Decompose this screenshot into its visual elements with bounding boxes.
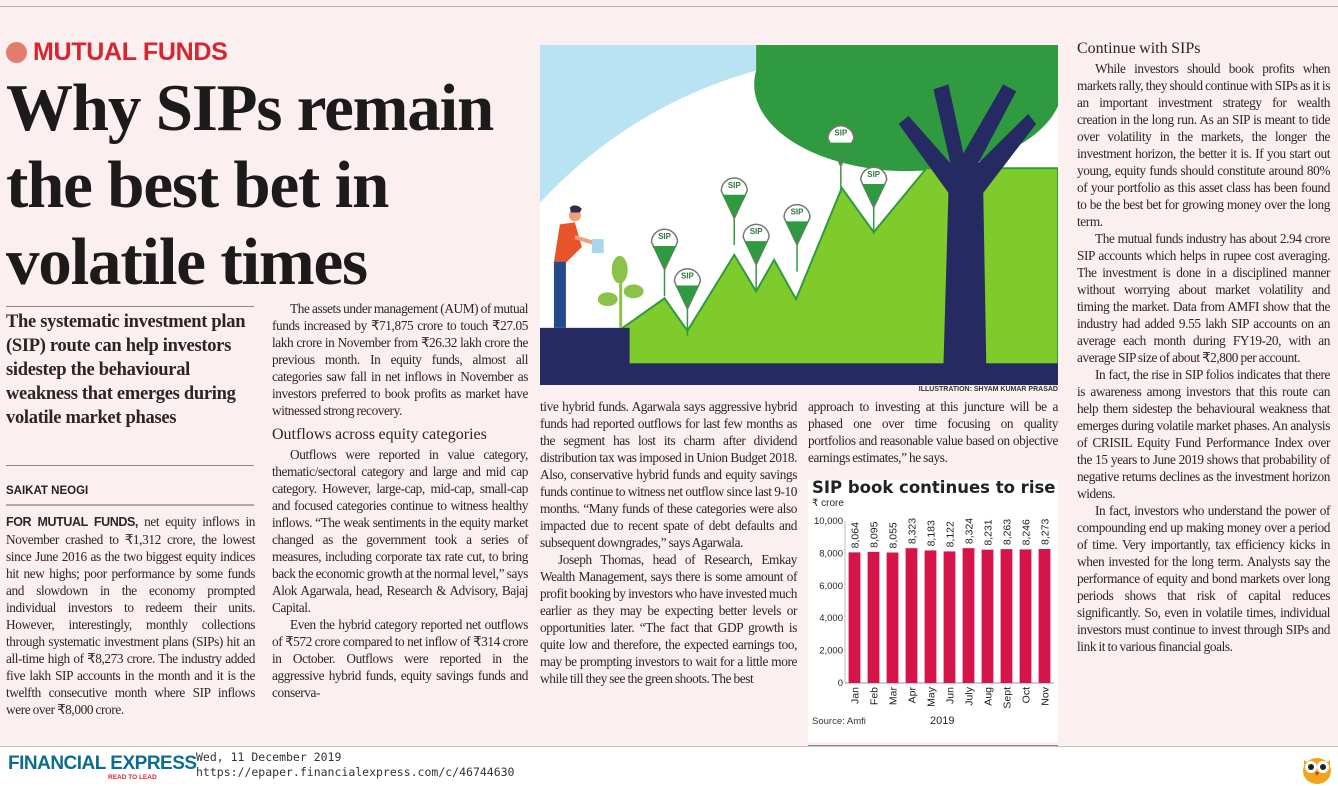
x-tick-label: Aug	[982, 687, 995, 706]
sip-pin-label: SIP	[834, 128, 848, 138]
subheading: Continue with SIPs	[1077, 40, 1201, 57]
paragraph: In fact, investors who understand the power of compounding end up making money over a period of time. Very importantly, tax efficiency kicks in when invested for the long term. Analysts say the performance of equity and bond markets over long periods shows that risk of capital reduces significantly. So, even in volatile times, individual investors must continue to invest through SIPs and link it to various financial goals.	[1077, 503, 1330, 654]
paragraph: Even the hybrid category reported net outflows of ₹572 crore compared to net inflow of ₹314 crore in October. Outflows were reported in the aggressive hybrid funds, equity savings funds and conserva-	[272, 617, 528, 700]
y-tick-label: 0	[837, 678, 843, 689]
bar-value-label: 8,122	[944, 521, 957, 548]
chart-source: Source: Amfi	[812, 716, 866, 727]
x-tick-label: May	[925, 687, 938, 707]
section-kicker	[6, 38, 228, 67]
x-tick-label: Oct	[1020, 687, 1033, 704]
bar	[925, 550, 937, 683]
deck: The systematic investment plan (SIP) route can help investors sidestep the behavioural weakness that emerges during volatile market phases	[6, 312, 246, 428]
bar-value-label: 8,095	[868, 521, 881, 548]
x-tick-label: Mar	[887, 687, 900, 706]
sip-pin-label: SIP	[681, 271, 694, 281]
lead-in: FOR MUTUAL FUNDS,	[6, 515, 138, 529]
sip-pin-label: SIP	[727, 180, 741, 190]
headline: Why SIPs remain the best bet in volatile times	[6, 71, 494, 299]
illustration-credit: ILLUSTRATION: SHYAM KUMAR PRASAD	[918, 386, 1058, 393]
paragraph: In fact, the rise in SIP folios indicates that there is awareness among investors that this route can help them sidestep the behavioural weakness that emerges during volatile market phases. An analysis of CRISIL Equity Fund Performance Index over the 15 years to June 2019 shows that probability of negative returns declines as the investment horizon widens.	[1077, 367, 1330, 501]
y-tick-label: 2,000	[819, 645, 843, 657]
sip-pin-label: SIP	[867, 170, 881, 180]
bar-value-label: 8,231	[982, 519, 995, 546]
byline: SAIKAT NEOGI	[6, 485, 89, 497]
bar-value-label: 8,055	[887, 522, 900, 549]
bar	[982, 550, 994, 683]
paragraph: The mutual funds industry has about 2.94 crore SIP accounts which helps in rupee cost averaging. The investment is done in a disciplined manner without worrying about market volatility and timing the market. Data from AMFI show that the industry had added 9.55 lakh SIP accounts on an average each month during FY19-20, with an average SIP size of about ₹2,800 per account.	[1077, 231, 1330, 365]
financial-express-logo[interactable]: FINANCIAL EXPRESS	[8, 753, 197, 774]
bar	[963, 548, 975, 683]
footer-meta	[196, 750, 515, 780]
bar	[906, 548, 918, 683]
chart-title: SIP book continues to rise	[812, 478, 1056, 497]
sip-illustration	[540, 45, 1058, 385]
byline-rule-top	[6, 465, 254, 466]
sip-pin-label: SIP	[790, 207, 804, 217]
subheading: Outflows across equity categories	[272, 426, 487, 443]
bar	[1039, 549, 1051, 683]
chart-unit-label: ₹ crore	[812, 498, 844, 509]
x-tick-label: Nov	[1039, 687, 1052, 706]
paragraph: While investors should book profits when markets rally, they should continue with SIPs as it is an important investment strategy for wealth creation in the long run. As an SIP is meant to tide over volatility in the markets, the longer the investment horizon, the better it is. If you start out young, equity funds should constitute around 80% of your portfolio as this asset class has been found to be the best bet for growing money over the long term.	[1077, 61, 1330, 229]
bar-value-label: 8,064	[849, 522, 862, 549]
sip-book-chart	[808, 480, 1058, 742]
sip-pin-label: SIP	[658, 232, 671, 242]
chart-plot	[808, 480, 1058, 742]
bar	[944, 551, 956, 683]
bar	[887, 553, 899, 683]
publication-date: Wed, 11 December 2019	[196, 750, 342, 764]
byline-rule	[6, 504, 254, 506]
bar	[1020, 549, 1032, 683]
bar-value-label: 8,263	[1001, 518, 1014, 546]
bullet-dot-icon	[6, 42, 27, 63]
kicker-text: MUTUAL FUNDS	[33, 38, 228, 66]
bar-value-label: 8,324	[963, 517, 976, 545]
epaper-url[interactable]: https://epaper.financialexpress.com/c/46744630	[196, 765, 515, 779]
x-tick-label: Jan	[849, 687, 862, 704]
column-1	[6, 513, 255, 718]
y-tick-label: 6,000	[819, 580, 843, 592]
paragraph: Outflows were reported in value category, thematic/sectoral category and large and mid cap category. However, large-cap, mid-cap, small-cap and focused categories continue to witness healthy inflows. “The weak sentiments in the equity market changed as the government took a series of measures, including corporate tax rate cut, to bring back the economic growth at the normal level,” says Alok Agarwala, head, Research & Advisory, Bajaj Capital.	[272, 447, 528, 615]
paragraph: Joseph Thomas, head of Research, Emkay Wealth Management, says there is some amount of profit booking by investors who have invested much earlier as they may be expecting better levels or opportunities later. “The fact that GDP growth is quite low and therefore, the expected earnings too, may be prompting investors to wait for a little more while till they see the green shoots. The best	[540, 552, 797, 686]
paragraph: tive hybrid funds. Agarwala says aggressive hybrid funds had reported outflows for last few months as the segment has lost its charm after dividend distribution tax was imposed in Union Budget 2018. Also, conservative hybrid funds and equity savings funds continue to witness net outflow since last 9-10 months. “Many funds of these categories were also impacted due to recent spate of debt defaults and subsequent downgrades,” says Agarwala.	[540, 399, 797, 550]
y-tick-label: 4,000	[819, 613, 843, 625]
footer	[0, 746, 1338, 786]
column-2	[272, 300, 528, 701]
bar	[849, 552, 861, 683]
x-tick-label: Sept	[1001, 687, 1014, 709]
column-3	[540, 398, 797, 687]
bar-value-label: 8,273	[1039, 518, 1052, 545]
top-divider	[0, 6, 1338, 7]
chart-x-label: 2019	[930, 715, 955, 727]
sip-pin-label: SIP	[749, 227, 763, 237]
paragraph: The assets under management (AUM) of mutual funds increased by ₹71,875 crore to touch ₹27.05 lakh crore in November from ₹26.32 lakh crore the previous month. In equity funds, almost all categories saw fall in net inflows in November as investors preferred to book profits as market have witnessed strong recovery.	[272, 301, 528, 418]
x-tick-label: Jun	[944, 687, 957, 704]
column-5	[1077, 38, 1330, 655]
bar-value-label: 8,323	[906, 517, 919, 545]
bar	[868, 552, 880, 683]
x-tick-label: Feb	[868, 687, 881, 706]
bar-value-label: 8,183	[925, 520, 938, 547]
deck-rule	[6, 306, 254, 307]
paragraph: approach to investing at this juncture will be a phased one over time focusing on quality portfolios and reasonable value based on objective earnings estimates,” he says.	[808, 399, 1058, 465]
y-tick-label: 10,000	[813, 516, 843, 527]
owl-icon[interactable]	[1300, 751, 1334, 785]
paragraph	[6, 513, 255, 718]
column-4	[808, 398, 1058, 466]
bar	[1001, 549, 1013, 683]
bar-value-label: 8,246	[1020, 519, 1033, 546]
x-tick-label: July	[963, 687, 976, 706]
y-tick-label: 8,000	[819, 548, 843, 560]
paragraph-text: net equity inflows in November crashed to ₹1,312 crore, the lowest since June 2016 as the two biggest equity indices hit new highs; poor performance by some funds and slowdown in the economy prompted individual investors to redeem their units. However, interestingly, monthly collections through systematic investment plans (SIPs) hit an all-time high of ₹8,273 crore. The industry added five lakh SIP accounts in the month and it is the twelfth consecutive month where SIP inflows were over ₹8,000 crore.	[6, 514, 255, 717]
x-tick-label: Apr	[906, 687, 919, 704]
logo-tagline: READ TO LEAD	[108, 774, 157, 781]
